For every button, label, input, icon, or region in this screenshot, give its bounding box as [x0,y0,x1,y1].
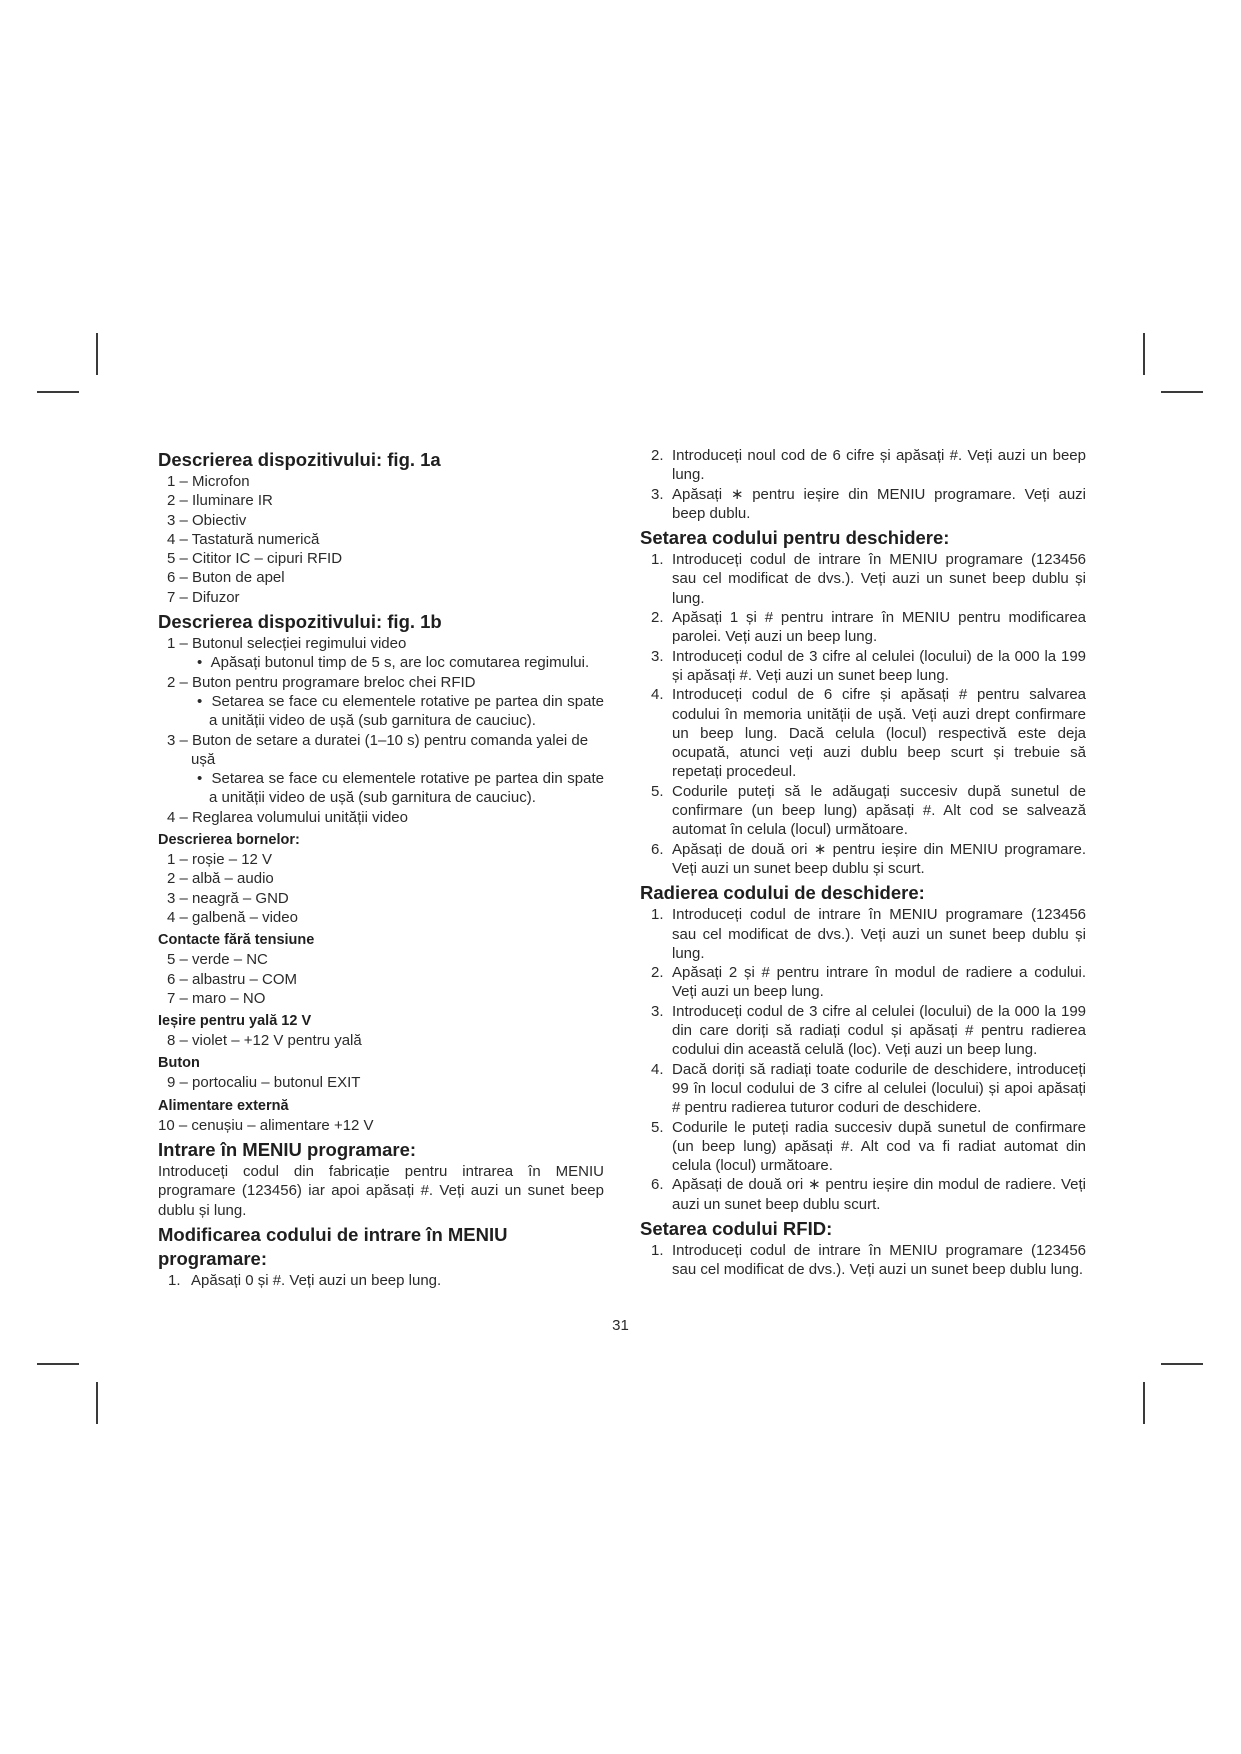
step-item [640,647,1086,686]
list-item: 7 – Difuzor [167,588,240,606]
fig1b-list [158,634,604,827]
step-number: 4. [651,1060,664,1078]
step-text: Codurile le puteți radia succesiv după sunetul de confirmare (un beep lung) apăsați #. Alt cod va fi radiat automat din celula (locul) următoare. [672,1118,1086,1175]
step-number: 3. [651,1002,664,1020]
list-item: 9 – portocaliu – butonul EXIT [167,1074,361,1092]
step-number: 2. [651,447,664,464]
list-item: 6 – albastru – COM [167,970,298,988]
menu-entry-heading: Intrare în MENIU programare: [158,1139,417,1161]
lock-output-list [158,1031,604,1050]
step-text: Introduceți codul de intrare în MENIU programare (123456 sau cel modificat de dvs.). Veți auzi un sunet beep dublu lung. [672,1241,1086,1279]
step-number: 1. [651,1241,664,1259]
step-number: 2. [651,609,664,627]
terminals-heading: Descrierea bornelor: [158,832,300,849]
change-code-steps [158,1271,604,1290]
list-item: 1 – Butonul selecției regimului video [167,635,407,653]
list-item: 10 – cenușiu – alimentare +12 V [158,1116,374,1134]
step-text: Apăsați 2 și # pentru intrare în modul de radiere a codului. Veți auzi un beep lung. [672,964,1086,1001]
page-number: 31 [612,1317,629,1334]
step-number: 3. [651,647,664,665]
crop-mark [1143,333,1145,375]
step-number: 6. [651,1176,664,1194]
crop-mark [37,1363,79,1365]
list-item: 1 – Microfon [167,473,250,490]
list-item: 6 – Buton de apel [167,569,285,587]
lock-output-heading: Ieșire pentru yală 12 V [158,1013,312,1030]
contacts-heading: Contacte fără tensiune [158,932,315,949]
crop-mark [1161,391,1203,393]
rfid-heading: Setarea codului RFID: [640,1217,833,1239]
step-item [640,446,1086,485]
list-subitem: • Apăsați butonul timp de 5 s, are loc comutarea regimului. [158,653,604,672]
delete-code-steps [640,905,1086,1214]
crop-mark [1143,1382,1145,1424]
list-item: 3 – Obiectiv [167,511,247,529]
list-item: 2 – Buton pentru programare breloc chei RFID [167,673,476,691]
crop-mark [96,1382,98,1424]
step-item [640,550,1086,608]
step-item [640,840,1086,879]
step-text: Apăsați ∗ pentru ieșire din MENIU programare. Veți auzi beep dublu. [672,485,1086,522]
list-item: 3 – neagră – GND [167,889,289,907]
step-text: Introduceți noul cod de 6 cifre și apăsați #. Veți auzi un beep lung. [672,447,1086,484]
contacts-list [158,950,604,1008]
button-list [158,1073,604,1092]
step-number: 1. [651,906,664,924]
step-item [640,1175,1086,1214]
crop-mark [1161,1363,1203,1365]
terminals-list [158,850,604,927]
list-item: 4 – Tastatură numerică [167,530,320,548]
open-code-heading: Setarea codului pentru deschidere: [640,527,950,549]
change-code-steps-continued [640,446,1086,523]
list-subitem: • Setarea se face cu elementele rotative pe partea din spate a unității video de ușă (sub garnitura de cauciuc). [158,769,604,808]
step-number: 5. [651,782,664,800]
external-power-list [158,1116,604,1135]
step-text: Apăsați de două ori ∗ pentru ieșire din modul de radiere. Veți auzi un sunet beep dublu scurt. [672,1176,1086,1213]
step-number: 1. [651,551,664,569]
step-number: 6. [651,840,664,858]
list-item: 2 – albă – audio [167,870,274,888]
step-item [640,1060,1086,1118]
step-number: 1. [168,1271,181,1289]
fig1a-heading: Descrierea dispozitivului: fig. 1a [158,449,441,470]
step-number: 4. [651,686,664,704]
step-item [640,685,1086,781]
step-text: Apăsați 0 și #. Veți auzi un beep lung. [191,1271,442,1289]
step-text: Codurile puteți să le adăugați succesiv după sunetul de confirmare (un beep lung) apăsați #. Alt cod se salvează automat în celula (locul) următoare. [672,782,1086,839]
step-text: Introduceți codul de intrare în MENIU programare (123456 sau cel modificat de dvs.). Veți auzi un sunet beep dublu și lung. [672,551,1086,607]
step-text: Dacă doriți să radiați toate codurile de deschidere, introduceți 99 în locul codului de 3 cifre al celulei (locului) și apoi apăsați # pentru radierea tuturor coduri de deschidere. [672,1060,1086,1117]
external-power-heading: Alimentare externă [158,1097,289,1114]
step-item [640,1118,1086,1176]
list-item: 4 – galbenă – video [167,908,298,926]
list-item: 1 – roșie – 12 V [167,851,273,869]
list-item: 7 – maro – NO [167,989,266,1007]
step-item [640,1241,1086,1280]
fig1a-list [158,472,604,607]
step-item [640,1002,1086,1060]
fig1b-heading: Descrierea dispozitivului: fig. 1b [158,611,442,633]
step-text: Introduceți codul de 6 cifre și apăsați # pentru salvarea codului în memoria unității de ușă. Veți auzi drept confirmare un beep lung. Dacă celula (locul) respectivă este deja ocupată, atunci veți auzi dublu beep scurt și trebuie să repetați procedeul. [672,686,1086,781]
left-column [158,448,604,1290]
step-item [158,1271,604,1290]
step-text: Apăsați 1 și # pentru intrare în MENIU pentru modificarea parolei. Veți auzi un beep lung. [672,609,1086,646]
step-number: 5. [651,1118,664,1136]
step-item [640,963,1086,1002]
menu-entry-text: Introduceți codul din fabricație pentru intrarea în MENIU programare (123456) iar apoi apăsați #. Veți auzi un sunet beep dublu și lung. [158,1163,604,1219]
change-code-heading: Modificarea codului de intrare în MENIU programare: [158,1223,508,1269]
step-item [640,608,1086,647]
button-heading: Buton [158,1055,200,1072]
crop-mark [96,333,98,375]
step-number: 3. [651,485,664,503]
step-text: Introduceți codul de intrare în MENIU programare (123456 sau cel modificat de dvs.). Veți auzi un sunet beep dublu și lung. [672,906,1086,962]
delete-code-heading: Radierea codului de deschidere: [640,882,925,904]
list-item: 5 – verde – NC [167,951,268,969]
step-item [640,905,1086,963]
rfid-steps [640,1241,1086,1280]
step-item [640,782,1086,840]
right-column [640,446,1086,1280]
step-text: Apăsați de două ori ∗ pentru ieșire din MENIU programare. Veți auzi un sunet beep dublu și scurt. [672,840,1086,877]
step-text: Introduceți codul de 3 cifre al celulei (locului) de la 000 la 199 și apăsați #. Veți auzi un sunet beep lung. [672,647,1086,684]
list-subitem: • Setarea se face cu elementele rotative pe partea din spate a unității video de ușă (sub garnitura de cauciuc). [158,692,604,731]
list-item: 2 – Iluminare IR [167,492,273,510]
open-code-steps [640,550,1086,878]
crop-mark [37,391,79,393]
step-item [640,485,1086,524]
list-item: 8 – violet – +12 V pentru yală [167,1032,362,1050]
step-text: Introduceți codul de 3 cifre al celulei (locului) de la 000 la 199 din care doriți să radiați codul și apăsați # pentru radierea codului din această celulă (loc). Veți auzi un beep lung. [672,1002,1086,1059]
list-item: 5 – Cititor IC – cipuri RFID [167,550,343,568]
list-item: 4 – Reglarea volumului unității video [167,808,408,826]
list-item: 3 – Buton de setare a duratei (1–10 s) pentru comanda yalei de ușă [167,731,589,768]
step-number: 2. [651,964,664,982]
